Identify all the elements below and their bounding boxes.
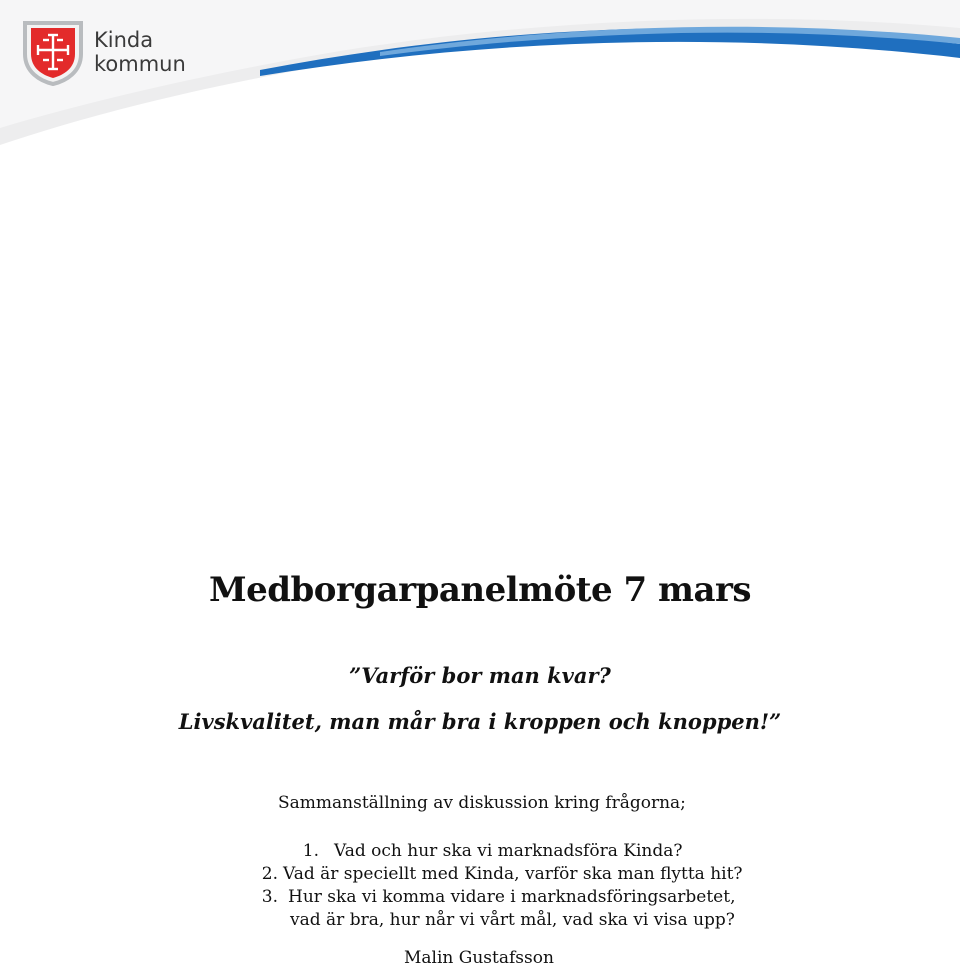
question-text: Hur ska vi komma vidare i marknadsföringsarbetet,	[288, 887, 736, 907]
question-item	[0, 840, 960, 863]
question-item	[0, 863, 960, 886]
header-swoosh	[0, 0, 960, 160]
document-title: Medborgarpanelmöte 7 mars	[208, 570, 752, 610]
organization-logo-text	[94, 28, 186, 76]
question-list	[0, 840, 960, 930]
question-number: 3.	[261, 887, 278, 907]
question-text: Vad och hur ska vi marknadsföra Kinda?	[334, 841, 683, 861]
question-number: 1.	[302, 841, 319, 861]
question-text: Vad är speciellt med Kinda, varför ska man flytta hit?	[283, 864, 743, 884]
kinda-coat-of-arms-icon	[22, 20, 84, 86]
question-number: 2.	[261, 864, 278, 884]
logo-line-1: Kinda	[94, 28, 154, 52]
logo-line-2: kommun	[94, 52, 186, 76]
author-name: Malin Gustafsson	[404, 948, 554, 968]
question-item	[0, 886, 960, 930]
document-subtitle-2: Livskvalitet, man mår bra i kroppen och knoppen!”	[178, 709, 782, 734]
document-subtitle-1: ”Varför bor man kvar?	[349, 663, 611, 688]
question-text-continuation: vad är bra, hur når vi vårt mål, vad ska vi visa upp?	[290, 910, 735, 930]
intro-text: Sammanställning av diskussion kring frågorna;	[278, 793, 686, 813]
